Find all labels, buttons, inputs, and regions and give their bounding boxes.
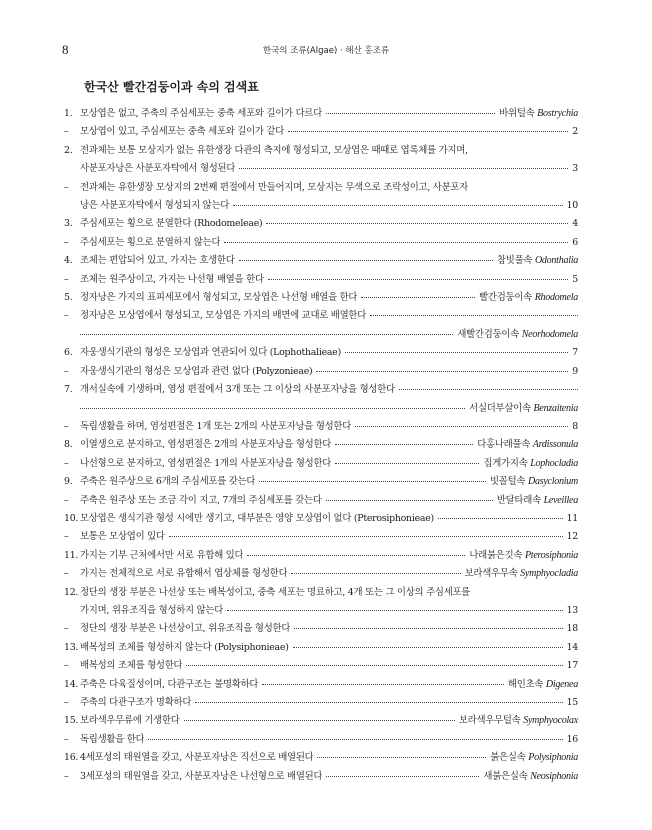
dot-leader bbox=[224, 242, 568, 243]
key-entry bbox=[64, 455, 578, 473]
key-entry-text: 독립생활을 하며, 염성편절은 1개 또는 2개의 사분포자낭을 형성한다 bbox=[80, 420, 352, 432]
key-entry-number: – bbox=[64, 733, 69, 745]
dot-leader bbox=[316, 371, 568, 372]
dot-leader bbox=[239, 260, 493, 261]
target-scientific-name: Pterosiphonia bbox=[524, 549, 578, 561]
key-entry-line bbox=[80, 326, 578, 344]
key-entry-line bbox=[80, 455, 578, 473]
key-entry bbox=[64, 510, 578, 528]
key-entry bbox=[64, 123, 578, 141]
key-entry-target bbox=[572, 271, 578, 289]
key-entry-line bbox=[80, 473, 578, 491]
target-label: 14 bbox=[566, 641, 578, 653]
target-label: 새붉은실속 bbox=[483, 770, 528, 782]
key-entry bbox=[64, 105, 578, 123]
target-label: 13 bbox=[566, 604, 578, 616]
key-entry bbox=[64, 179, 578, 216]
key-entry-number: – bbox=[64, 568, 69, 580]
target-label: 11 bbox=[566, 512, 578, 524]
key-entry-target bbox=[477, 436, 578, 454]
key-entry-number: 9. bbox=[64, 476, 73, 488]
key-entry bbox=[64, 271, 578, 289]
key-entry bbox=[64, 142, 578, 179]
dot-leader bbox=[233, 205, 562, 206]
key-entry-line bbox=[80, 768, 578, 786]
key-entry bbox=[64, 528, 578, 546]
key-entry-target bbox=[567, 197, 578, 215]
target-label: 서실더부살이속 bbox=[469, 402, 531, 414]
key-entry-line bbox=[80, 234, 578, 252]
key-entry-number: 16. bbox=[64, 752, 79, 764]
key-entry-line bbox=[80, 565, 578, 583]
dot-leader bbox=[288, 131, 568, 132]
dot-leader bbox=[266, 223, 568, 224]
key-entry-number: – bbox=[64, 236, 69, 248]
target-scientific-name: Lophocladia bbox=[530, 457, 578, 469]
key-entry-target bbox=[457, 326, 578, 344]
key-entry-text: 배복성의 조체를 형성하지 않는다 (Polysiphonieae) bbox=[80, 641, 289, 653]
key-entry-text: 보통은 모상엽이 있다 bbox=[80, 531, 165, 543]
key-entry-number: – bbox=[64, 494, 69, 506]
key-entry-number: – bbox=[64, 126, 69, 138]
key-entry-target bbox=[469, 547, 578, 565]
key-entry-line bbox=[80, 712, 578, 730]
key-entry-line bbox=[80, 252, 578, 270]
key-entry-line bbox=[80, 307, 578, 325]
identification-key bbox=[64, 105, 578, 786]
key-entry bbox=[64, 694, 578, 712]
dot-leader bbox=[80, 408, 465, 409]
dot-leader bbox=[195, 702, 562, 703]
key-entry-line bbox=[80, 436, 578, 454]
key-entry-number: – bbox=[64, 660, 69, 672]
key-entry-number: – bbox=[64, 623, 69, 635]
key-entry-number: 8. bbox=[64, 439, 73, 451]
key-entry-line bbox=[80, 731, 578, 749]
key-entry bbox=[64, 363, 578, 381]
dot-leader bbox=[335, 444, 473, 445]
target-label: 바위털속 bbox=[499, 108, 535, 119]
dot-leader bbox=[438, 518, 563, 519]
key-entry-text: 보라색우무류에 기생한다 bbox=[80, 715, 180, 727]
key-entry-text: 가지는 기부 근처에서만 서로 유합해 있다 bbox=[80, 549, 244, 561]
key-entry-text: 자웅생식기관의 형성은 모상엽과 연관되어 있다 (Lophothalieae) bbox=[80, 347, 341, 359]
target-label: 집게가지속 bbox=[483, 457, 528, 469]
target-label: 5 bbox=[572, 273, 578, 285]
key-entry-text: 사분포자낭은 사분포자탁에서 형성된다 bbox=[80, 163, 236, 175]
dot-leader bbox=[247, 555, 465, 556]
key-entry-number: – bbox=[64, 531, 69, 543]
key-entry-target bbox=[508, 676, 578, 694]
key-entry-text: 주축은 원주상으로 6개의 주심세포를 갖는다 bbox=[80, 476, 256, 488]
key-entry bbox=[64, 620, 578, 638]
dot-leader bbox=[317, 757, 486, 758]
key-entry-text: 독립생활을 한다 bbox=[80, 733, 145, 745]
dot-leader bbox=[326, 776, 479, 777]
key-entry bbox=[64, 215, 578, 233]
target-scientific-name: Neosiphonia bbox=[530, 770, 578, 782]
key-entry-line bbox=[80, 123, 578, 141]
target-label: 12 bbox=[566, 531, 578, 543]
key-entry bbox=[64, 749, 578, 767]
key-entry-text: 나선형으로 분지하고, 염성편절은 1개의 사분포자낭을 형성한다 bbox=[80, 457, 332, 469]
target-label: 참빗풀속 bbox=[496, 255, 533, 267]
key-entry-text: 모상엽은 생식기관 형성 시에만 생기고, 대부분은 영양 모상엽이 없다 (Pterosiphonieae) bbox=[80, 512, 434, 524]
page-number: 8 bbox=[62, 42, 69, 57]
key-entry-text: 이열생으로 분지하고, 염성편절은 2개의 사분포자낭을 형성한다 bbox=[80, 439, 332, 451]
key-entry-line bbox=[80, 179, 578, 197]
key-entry-target bbox=[483, 768, 578, 786]
key-entry-line bbox=[80, 418, 578, 436]
key-entry-number: 2. bbox=[64, 144, 73, 156]
target-label: 4 bbox=[572, 218, 578, 230]
dot-leader bbox=[335, 463, 479, 464]
dot-leader bbox=[370, 315, 578, 316]
key-entry bbox=[64, 289, 578, 307]
key-entry-text: 전과체는 보통 모상지가 없는 유한생장 다관의 측지에 형성되고, 모상엽은 때때로 엽록체를 가지며, bbox=[80, 144, 468, 156]
dot-leader bbox=[262, 684, 504, 685]
key-entry-target bbox=[469, 400, 578, 418]
key-entry-target bbox=[572, 123, 578, 141]
key-entry-text: 주심세포는 횡으로 분열하지 않는다 bbox=[80, 236, 221, 248]
key-entry-line bbox=[80, 528, 578, 546]
key-entry-number: 10. bbox=[64, 512, 79, 524]
dot-leader bbox=[259, 481, 486, 482]
key-entry-text: 조체는 편압되어 있고, 가지는 호생한다 bbox=[80, 255, 235, 267]
key-entry-target bbox=[572, 234, 578, 252]
key-entry-text: 가지며, 위유조직을 형성하지 않는다 bbox=[80, 604, 224, 616]
key-entry bbox=[64, 731, 578, 749]
key-entry-number: – bbox=[64, 770, 69, 782]
key-entry bbox=[64, 381, 578, 418]
key-entry-number: 13. bbox=[64, 641, 79, 653]
target-label: 반달타래속 bbox=[496, 494, 541, 506]
dot-leader bbox=[293, 647, 563, 648]
key-entry-target bbox=[567, 620, 578, 638]
dot-leader bbox=[291, 573, 460, 574]
target-label: 6 bbox=[572, 236, 578, 248]
key-entry-line bbox=[80, 381, 578, 399]
key-entry-target bbox=[572, 363, 578, 381]
dot-leader bbox=[294, 628, 562, 629]
key-entry-text: 조체는 원주상이고, 가지는 나선형 배열을 한다 bbox=[80, 273, 264, 285]
key-entry-text: 정자낭은 가지의 표피세포에서 형성되고, 모상엽은 나선형 배열을 한다 bbox=[80, 292, 358, 304]
target-scientific-name: Leveillea bbox=[543, 494, 578, 506]
target-label: 해인초속 bbox=[507, 678, 544, 690]
key-entry-target bbox=[459, 712, 578, 730]
key-entry-line bbox=[80, 676, 578, 694]
target-label: 빨간검둥이속 bbox=[479, 292, 532, 304]
key-entry-target bbox=[479, 289, 578, 307]
target-scientific-name: Symphyocolax bbox=[523, 715, 578, 727]
key-entry-text: 4세포성의 태원열을 갖고, 사분포자낭은 직선으로 배열된다 bbox=[80, 752, 314, 764]
key-entry-number: 3. bbox=[64, 218, 73, 230]
key-entry-text: 주축은 다육질성이며, 다관구조는 불명확하다 bbox=[80, 678, 259, 690]
key-entry-number: 5. bbox=[64, 292, 73, 304]
key-entry-number: 7. bbox=[64, 384, 73, 396]
target-scientific-name: Bostrychia bbox=[537, 108, 578, 119]
key-entry-line bbox=[80, 105, 578, 123]
key-entry-line bbox=[80, 215, 578, 233]
target-label: 18 bbox=[566, 623, 578, 635]
key-entry-number: 14. bbox=[64, 678, 79, 690]
key-entry-number: 11. bbox=[64, 549, 79, 561]
target-label: 보라색우무털속 bbox=[458, 715, 521, 727]
target-label: 붉은실속 bbox=[490, 752, 526, 764]
target-label: 7 bbox=[572, 347, 578, 359]
key-entry-number: 1. bbox=[64, 108, 73, 119]
dot-leader bbox=[326, 113, 495, 114]
dot-leader bbox=[326, 500, 493, 501]
key-entry-target bbox=[572, 160, 578, 178]
key-entry-target bbox=[465, 565, 578, 583]
key-entry-target bbox=[490, 749, 578, 767]
key-entry-number: – bbox=[64, 273, 69, 285]
target-label: 17 bbox=[566, 660, 578, 672]
key-entry-text: 모상엽이 있고, 주심세포는 중축 세포와 길이가 같다 bbox=[80, 126, 285, 138]
key-entry-line bbox=[80, 142, 578, 160]
dot-leader bbox=[399, 389, 578, 390]
target-label: 빗꼴털속 bbox=[490, 476, 526, 488]
target-scientific-name: Symphyocladia bbox=[520, 568, 578, 580]
target-label: 다홍나래풀속 bbox=[477, 439, 531, 451]
key-entry-line bbox=[80, 289, 578, 307]
key-entry-number: 12. bbox=[64, 586, 79, 598]
dot-leader bbox=[361, 297, 475, 298]
key-entry-target bbox=[572, 344, 578, 362]
key-entry-number: – bbox=[64, 181, 69, 193]
key-entry-target bbox=[572, 215, 578, 233]
key-entry-line bbox=[80, 271, 578, 289]
key-entry-line bbox=[80, 363, 578, 381]
key-entry bbox=[64, 492, 578, 510]
target-label: 나래붉은깃속 bbox=[469, 549, 523, 561]
section-title: 한국산 빨간검둥이과 속의 검색표 bbox=[84, 80, 259, 94]
key-entry bbox=[64, 639, 578, 657]
key-entry-line bbox=[80, 547, 578, 565]
key-entry-text: 낭은 사분포자탁에서 형성되지 않는다 bbox=[80, 200, 230, 212]
key-entry bbox=[64, 768, 578, 786]
key-entry-text: 정자낭은 모상엽에서 형성되고, 모상엽은 가지의 배면에 교대로 배열한다 bbox=[80, 310, 367, 322]
key-entry-number: – bbox=[64, 697, 69, 708]
key-entry-target bbox=[499, 105, 578, 123]
key-entry bbox=[64, 252, 578, 270]
key-entry-line bbox=[80, 694, 578, 712]
key-entry bbox=[64, 418, 578, 436]
target-label: 보라색우무속 bbox=[464, 568, 518, 580]
target-label: 10 bbox=[566, 200, 578, 212]
key-entry-text: 가지는 전체적으로 서로 유합해서 엽상체를 형성한다 bbox=[80, 568, 288, 580]
target-label: 3 bbox=[572, 163, 578, 175]
key-entry-target bbox=[483, 455, 578, 473]
key-entry-number: – bbox=[64, 365, 69, 377]
dot-leader bbox=[186, 665, 562, 666]
dot-leader bbox=[184, 720, 455, 721]
key-entry-number: 4. bbox=[64, 255, 73, 267]
target-label: 2 bbox=[572, 126, 578, 138]
target-scientific-name: Neorhodomela bbox=[521, 328, 578, 340]
target-scientific-name: Polysiphonia bbox=[528, 752, 578, 764]
dot-leader bbox=[169, 536, 563, 537]
key-entry-line bbox=[80, 400, 578, 418]
key-entry-target bbox=[497, 492, 578, 510]
target-label: 16 bbox=[566, 733, 578, 745]
key-entry-text: 개서실속에 기생하며, 염성 편절에서 3개 또는 그 이상의 사분포자낭을 형성한다 bbox=[80, 384, 395, 396]
key-entry-target bbox=[567, 657, 578, 675]
dot-leader bbox=[239, 168, 568, 169]
key-entry-target bbox=[567, 731, 578, 749]
key-entry-line bbox=[80, 492, 578, 510]
key-entry bbox=[64, 565, 578, 583]
key-entry-line bbox=[80, 639, 578, 657]
key-entry-target bbox=[567, 510, 578, 528]
key-entry-target bbox=[567, 528, 578, 546]
target-label: 9 bbox=[572, 365, 578, 377]
key-entry-line bbox=[80, 160, 578, 178]
dot-leader bbox=[227, 610, 563, 611]
key-entry-line bbox=[80, 344, 578, 362]
key-entry-text: 정단의 생장 부분은 나선상 또는 배복성이고, 중축 세포는 명료하고, 4개 또는 그 이상의 주심세포를 bbox=[80, 586, 471, 598]
key-entry-text: 배복성의 조체를 형성한다 bbox=[80, 660, 183, 672]
dot-leader bbox=[345, 352, 568, 353]
key-entry-target bbox=[497, 252, 578, 270]
key-entry bbox=[64, 234, 578, 252]
key-entry bbox=[64, 307, 578, 344]
target-scientific-name: Digenea bbox=[545, 678, 578, 690]
target-scientific-name: Rhodomela bbox=[534, 292, 578, 304]
key-entry-text: 자웅생식기관의 형성은 모상엽과 관련 없다 (Polyzonieae) bbox=[80, 365, 313, 377]
target-scientific-name: Benzaitenia bbox=[533, 402, 578, 414]
target-scientific-name: Dasyclonium bbox=[527, 476, 578, 488]
key-entry-text: 주축은 원주상 또는 조금 각이 지고, 7개의 주심세포를 갖는다 bbox=[80, 494, 322, 506]
key-entry bbox=[64, 676, 578, 694]
key-entry bbox=[64, 547, 578, 565]
target-scientific-name: Odonthalia bbox=[534, 255, 578, 267]
target-label: 8 bbox=[572, 420, 578, 432]
key-entry-line bbox=[80, 657, 578, 675]
key-entry-text: 주축의 다관구조가 명확하다 bbox=[80, 697, 192, 708]
dot-leader bbox=[355, 426, 568, 427]
key-entry-target bbox=[490, 473, 578, 491]
key-entry-number: – bbox=[64, 457, 69, 469]
key-entry-number: – bbox=[64, 420, 69, 432]
key-entry-line bbox=[80, 749, 578, 767]
key-entry-target bbox=[567, 694, 578, 712]
key-entry-number: 6. bbox=[64, 347, 73, 359]
key-entry-text: 모상엽은 없고, 주축의 주심세포는 중축 세포와 길이가 다르다 bbox=[80, 108, 322, 119]
key-entry-target bbox=[572, 418, 578, 436]
key-entry-text: 전과체는 유한생장 모상지의 2번째 편절에서 만들어지며, 모상지는 무색으로 조락성이고, 사분포자 bbox=[80, 181, 468, 193]
dot-leader bbox=[268, 279, 569, 280]
key-entry-line bbox=[80, 602, 578, 620]
target-label: 15 bbox=[566, 697, 578, 708]
key-entry-text: 정단의 생장 부분은 나선상이고, 위유조직을 형성한다 bbox=[80, 623, 291, 635]
key-entry bbox=[64, 473, 578, 491]
key-entry-target bbox=[567, 602, 578, 620]
key-entry bbox=[64, 657, 578, 675]
key-entry bbox=[64, 344, 578, 362]
key-entry bbox=[64, 436, 578, 454]
target-label: 새빨간검둥이속 bbox=[457, 328, 519, 340]
target-scientific-name: Ardissonula bbox=[532, 439, 578, 451]
key-entry-text: 3세포성의 태원열을 갖고, 사분포자낭은 나선형으로 배열된다 bbox=[80, 770, 323, 782]
key-entry-line bbox=[80, 510, 578, 528]
dot-leader bbox=[148, 739, 562, 740]
key-entry-line bbox=[80, 584, 578, 602]
running-header: 한국의 조류(Algae) · 해산 홍조류 bbox=[262, 46, 390, 56]
key-entry-line bbox=[80, 197, 578, 215]
key-entry-line bbox=[80, 620, 578, 638]
key-entry-number: 15. bbox=[64, 715, 79, 727]
key-entry-number: – bbox=[64, 310, 69, 322]
key-entry bbox=[64, 584, 578, 621]
key-entry bbox=[64, 712, 578, 730]
key-entry-target bbox=[567, 639, 578, 657]
dot-leader bbox=[80, 334, 453, 335]
key-entry-text: 주심세포는 횡으로 분열한다 (Rhodomeleae) bbox=[80, 218, 263, 230]
